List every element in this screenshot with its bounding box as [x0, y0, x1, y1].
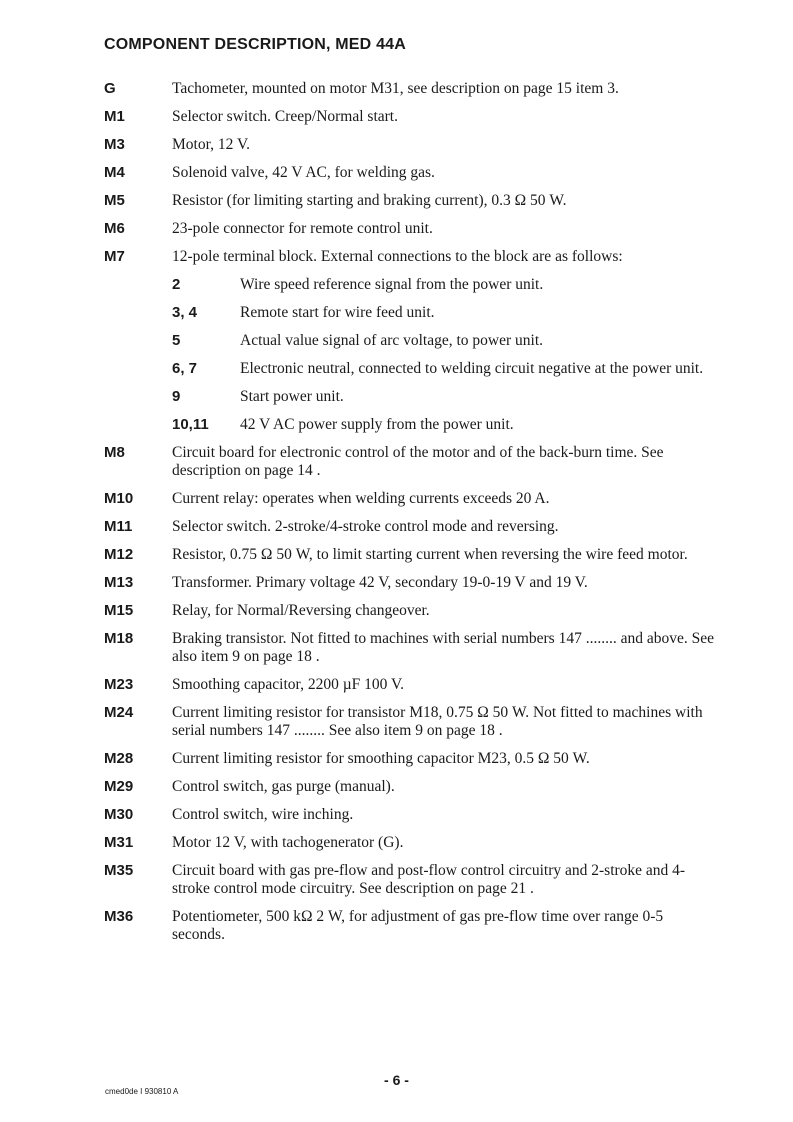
component-code: M8 [104, 444, 125, 461]
component-entry [104, 778, 714, 796]
component-description-text: Smoothing capacitor, 2200 µF 100 V. [172, 676, 405, 693]
page-number: - 6 - [384, 1072, 409, 1088]
component-description-text: Selector switch. 2-stroke/4-stroke control mode and reversing. [172, 518, 559, 535]
component-description-text: Braking transistor. Not fitted to machines with serial numbers 147 ........ and above. See also item 9 on page 18 . [172, 630, 714, 665]
component-description-text: Motor, 12 V. [172, 136, 251, 153]
component-code: M3 [104, 136, 125, 153]
component-description-text: Tachometer, mounted on motor M31, see description on page 15 item 3. [172, 80, 619, 97]
component-entry [104, 750, 714, 768]
component-code: G [104, 80, 116, 97]
component-entry [104, 908, 714, 944]
component-entry [104, 444, 714, 480]
component-description [172, 164, 714, 182]
component-code: M31 [104, 834, 134, 851]
component-code: M36 [104, 908, 134, 925]
terminal-number: 3, 4 [172, 304, 198, 321]
component-list [104, 80, 714, 954]
component-code: M35 [104, 862, 134, 879]
component-description-text: Circuit board for electronic control of the motor and of the back-burn time. See description on page 14 . [172, 444, 664, 479]
component-entry [104, 518, 714, 536]
component-description-text: Control switch, wire inching. [172, 806, 354, 823]
component-code: M18 [104, 630, 134, 647]
component-description-text: Selector switch. Creep/Normal start. [172, 108, 398, 125]
component-code: M28 [104, 750, 134, 767]
component-entry [104, 806, 714, 824]
component-code: M11 [104, 518, 133, 535]
terminal-entry [172, 304, 714, 322]
component-description [172, 704, 714, 740]
component-code: M7 [104, 248, 125, 265]
terminal-entry [172, 416, 714, 434]
terminal-description: Actual value signal of arc voltage, to power unit. [240, 332, 544, 349]
terminal-description: Remote start for wire feed unit. [240, 304, 435, 321]
component-description-text: 12-pole terminal block. External connections to the block are as follows: [172, 248, 623, 265]
component-description-text: Circuit board with gas pre-flow and post-flow control circuitry and 2-stroke and 4-stroke control mode circuitry. See description on page 21 . [172, 862, 686, 897]
terminal-entry [172, 276, 714, 294]
component-code: M15 [104, 602, 134, 619]
component-code: M1 [104, 108, 125, 125]
component-description [172, 80, 714, 98]
component-code: M5 [104, 192, 125, 209]
component-code: M4 [104, 164, 125, 181]
terminal-list [172, 276, 714, 434]
component-description [172, 108, 714, 126]
terminal-entry [172, 332, 714, 350]
component-description-text: 23-pole connector for remote control unit. [172, 220, 433, 237]
component-entry [104, 248, 714, 434]
page-title: COMPONENT DESCRIPTION, MED 44A [104, 36, 407, 53]
component-code: M30 [104, 806, 134, 823]
component-description [172, 136, 714, 154]
component-description [172, 490, 714, 508]
component-code: M24 [104, 704, 134, 721]
component-entry [104, 546, 714, 564]
component-description [172, 248, 714, 434]
component-description [172, 602, 714, 620]
terminal-description: Electronic neutral, connected to welding circuit negative at the power unit. [240, 360, 704, 377]
document-id: cmed0de I 930810 A [105, 1087, 179, 1096]
component-entry [104, 630, 714, 666]
component-entry [104, 108, 714, 126]
component-description [172, 676, 714, 694]
component-entry [104, 834, 714, 852]
component-description [172, 220, 714, 238]
component-description [172, 778, 714, 796]
terminal-entry [172, 388, 714, 406]
component-description [172, 908, 714, 944]
component-description [172, 574, 714, 592]
component-description-text: Motor 12 V, with tachogenerator (G). [172, 834, 404, 851]
terminal-number: 5 [172, 332, 181, 349]
component-entry [104, 136, 714, 154]
component-description [172, 750, 714, 768]
component-entry [104, 164, 714, 182]
component-description [172, 806, 714, 824]
terminal-number: 6, 7 [172, 360, 198, 377]
component-entry [104, 574, 714, 592]
component-code: M29 [104, 778, 134, 795]
component-entry [104, 676, 714, 694]
component-description-text: Resistor, 0.75 Ω 50 W, to limit starting current when reversing the wire feed motor. [172, 546, 688, 563]
component-code: M13 [104, 574, 134, 591]
terminal-description: Wire speed reference signal from the power unit. [240, 276, 544, 293]
component-description-text: Solenoid valve, 42 V AC, for welding gas. [172, 164, 435, 181]
component-description [172, 546, 714, 564]
terminal-description: 42 V AC power supply from the power unit. [240, 416, 514, 433]
component-description-text: Relay, for Normal/Reversing changeover. [172, 602, 430, 619]
component-entry [104, 602, 714, 620]
component-description [172, 518, 714, 536]
component-description-text: Transformer. Primary voltage 42 V, secondary 19-0-19 V and 19 V. [172, 574, 588, 591]
terminal-number: 2 [172, 276, 181, 293]
terminal-number: 9 [172, 388, 181, 405]
component-description [172, 630, 714, 666]
component-code: M12 [104, 546, 134, 563]
component-entry [104, 192, 714, 210]
component-entry [104, 704, 714, 740]
component-code: M6 [104, 220, 125, 237]
terminal-description: Start power unit. [240, 388, 344, 405]
component-code: M23 [104, 676, 134, 693]
terminal-entry [172, 360, 714, 378]
component-description-text: Potentiometer, 500 kΩ 2 W, for adjustment of gas pre-flow time over range 0-5 seconds. [172, 908, 664, 943]
component-entry [104, 80, 714, 98]
component-entry [104, 490, 714, 508]
component-entry [104, 862, 714, 898]
component-description [172, 444, 714, 480]
component-description [172, 834, 714, 852]
component-description-text: Resistor (for limiting starting and braking current), 0.3 Ω 50 W. [172, 192, 567, 209]
component-description-text: Current relay: operates when welding currents exceeds 20 A. [172, 490, 550, 507]
component-entry [104, 220, 714, 238]
component-description-text: Control switch, gas purge (manual). [172, 778, 395, 795]
terminal-number: 10,11 [172, 416, 209, 433]
component-description [172, 192, 714, 210]
component-description-text: Current limiting resistor for smoothing capacitor M23, 0.5 Ω 50 W. [172, 750, 590, 767]
component-description [172, 862, 714, 898]
component-description-text: Current limiting resistor for transistor M18, 0.75 Ω 50 W. Not fitted to machines with serial numbers 147 ........ See also item 9 on page 18 . [172, 704, 703, 739]
component-code: M10 [104, 490, 134, 507]
